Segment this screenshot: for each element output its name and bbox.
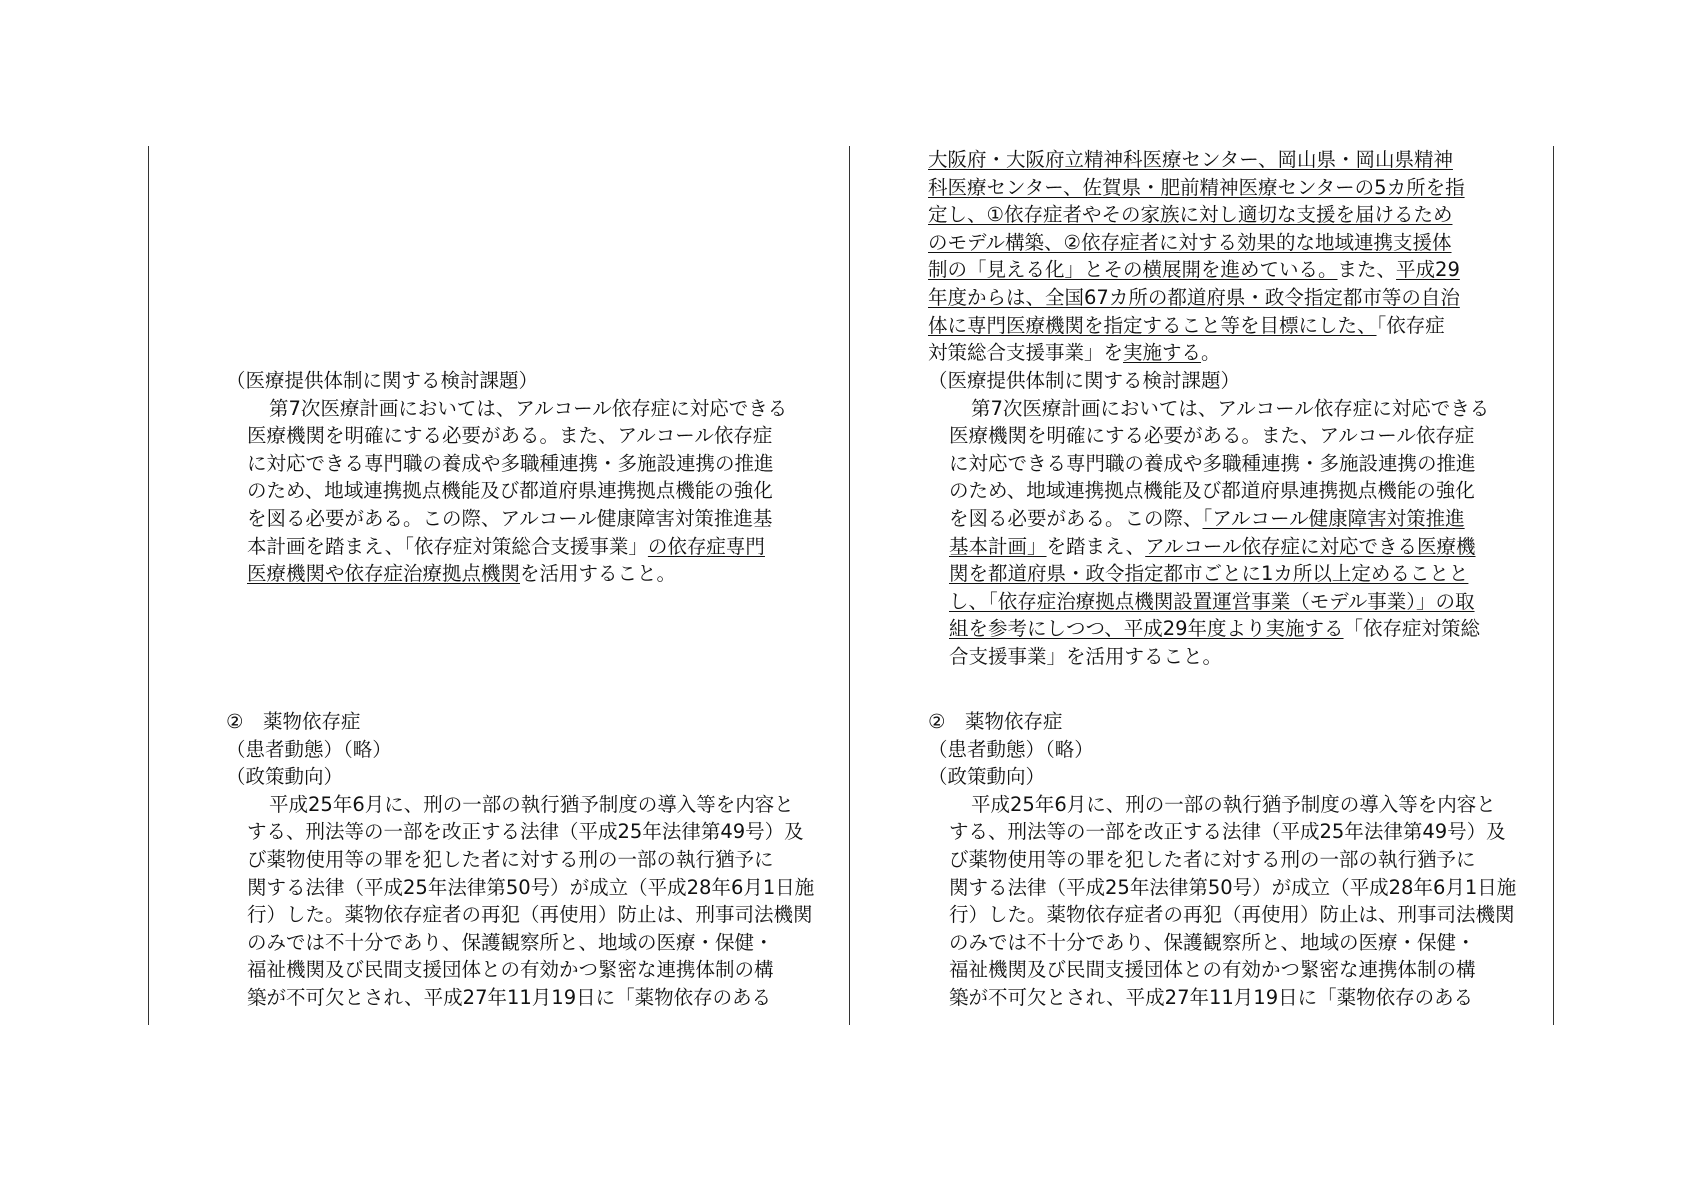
underlined-text: 定し、①依存症者やその家族に対し適切な支援を届けるため [928, 203, 1453, 227]
text-line [907, 256, 1528, 284]
text-segment: 築が不可欠とされ、平成27年11月19日に「薬物依存のある [949, 985, 1474, 1009]
text-line [226, 956, 826, 984]
text-line [907, 201, 1528, 229]
text-segment: 関する法律（平成25年法律第50号）が成立（平成28年6月1日施 [247, 875, 815, 899]
policy-trend-body [928, 791, 1528, 1012]
text-segment: 医療機関を明確にする必要がある。また、アルコール依存症 [247, 424, 773, 448]
text-segment: 行）した。薬物依存症者の再犯（再使用）防止は、刑事司法機関 [247, 903, 813, 927]
text-line [928, 929, 1528, 957]
text-line [928, 615, 1528, 643]
text-line [226, 874, 826, 902]
text-segment: 第7次医療計画においては、アルコール依存症に対応できる [971, 396, 1490, 420]
text-line [928, 450, 1528, 478]
text-segment: に対応できる専門職の養成や多職種連携・多施設連携の推進 [949, 451, 1476, 475]
text-segment: を活用すること。 [520, 562, 677, 586]
text-segment: 医療機関を明確にする必要がある。また、アルコール依存症 [949, 424, 1475, 448]
subsection-heading: ② 薬物依存症 [928, 710, 1063, 733]
text-line [226, 422, 826, 450]
text-line [226, 984, 826, 1012]
text-line [928, 791, 1528, 819]
text-segment: 平成25年6月に、刑の一部の執行猶予制度の導入等を内容と [269, 792, 794, 816]
section-body [226, 395, 826, 588]
subsection-heading: ② 薬物依存症 [226, 710, 361, 733]
text-line [226, 818, 826, 846]
column-divider [849, 146, 850, 1025]
text-segment: を図る必要がある。この際、 [949, 506, 1203, 530]
text-line [928, 588, 1528, 616]
text-line [226, 846, 826, 874]
text-segment: 本計画を踏まえ、「依存症対策総合支援事業」 [247, 534, 648, 558]
text-line [226, 395, 826, 423]
underlined-text: アルコール依存症に対応できる医療機 [1145, 534, 1476, 558]
text-segment: 「依存症 [1376, 313, 1445, 337]
text-line [226, 929, 826, 957]
text-line [907, 174, 1528, 202]
text-segment: 行）した。薬物依存症者の再犯（再使用）防止は、刑事司法機関 [949, 903, 1515, 927]
text-segment: 第7次医療計画においては、アルコール依存症に対応できる [269, 396, 788, 420]
underlined-text: のモデル構築、②依存症者に対する効果的な地域連携支援体 [928, 230, 1452, 254]
text-line [928, 956, 1528, 984]
text-line [928, 901, 1528, 929]
left-section1 [226, 367, 826, 588]
text-line [928, 505, 1528, 533]
text-line [907, 229, 1528, 257]
text-segment: 築が不可欠とされ、平成27年11月19日に「薬物依存のある [247, 985, 772, 1009]
column-border-left [148, 146, 149, 1025]
underlined-text: 大阪府・大阪府立精神科医療センター、岡山県・岡山県精神 [928, 148, 1453, 171]
text-segment: 対策総合支援事業」を [928, 341, 1124, 365]
text-segment: のみでは不十分であり、保護観察所と、地域の医療・保健・ [949, 930, 1476, 954]
patient-trend-label: （患者動態）（略） [928, 737, 1094, 761]
text-line [226, 477, 826, 505]
underlined-text: 基本計画」 [949, 534, 1047, 558]
right-drug-section [928, 708, 1528, 1012]
right-section1 [928, 367, 1528, 671]
text-segment: 合支援事業」を活用すること。 [949, 644, 1223, 668]
underlined-text: の依存症専門 [647, 534, 765, 558]
section-body [928, 395, 1528, 671]
underlined-text: 科医療センター、佐賀県・肥前精神医療センターの5カ所を指 [928, 175, 1465, 199]
text-line [928, 984, 1528, 1012]
text-line [226, 560, 826, 588]
underlined-text: 年度からは、全国67カ所の都道府県・政令指定都市等の自治 [928, 285, 1460, 309]
text-line [226, 533, 826, 561]
policy-trend-label: （政策動向） [928, 765, 1046, 789]
text-line [226, 901, 826, 929]
column-border-right [1553, 146, 1554, 1025]
text-segment: び薬物使用等の罪を犯した者に対する刑の一部の執行猶予に [247, 847, 774, 871]
text-line [907, 146, 1528, 174]
underlined-text: 組を参考にしつつ、平成29年度より実施する [949, 617, 1344, 641]
underlined-text: 制の「見える化」とその横展開を進めている。 [928, 258, 1338, 282]
text-line [226, 791, 826, 819]
text-segment: のため、地域連携拠点機能及び都道府県連携拠点機能の強化 [247, 479, 773, 503]
underlined-text: 実施する [1123, 341, 1202, 365]
text-segment: を踏まえ、 [1046, 534, 1146, 558]
text-segment: 関する法律（平成25年法律第50号）が成立（平成28年6月1日施 [949, 875, 1517, 899]
text-segment: のため、地域連携拠点機能及び都道府県連携拠点機能の強化 [949, 479, 1475, 503]
text-line [907, 339, 1528, 367]
policy-trend-label: （政策動向） [226, 765, 344, 789]
text-segment: する、刑法等の一部を改正する法律（平成25年法律第49号）及 [247, 820, 804, 844]
intro-body [907, 146, 1528, 367]
text-segment: 。 [1201, 341, 1221, 365]
text-line [226, 450, 826, 478]
text-segment: び薬物使用等の罪を犯した者に対する刑の一部の執行猶予に [949, 847, 1476, 871]
text-segment: 福祉機関及び民間支援団体との有効かつ緊密な連携体制の構 [247, 958, 774, 982]
section-heading: （医療提供体制に関する検討課題） [928, 369, 1241, 392]
text-segment: する、刑法等の一部を改正する法律（平成25年法律第49号）及 [949, 820, 1506, 844]
text-line [907, 284, 1528, 312]
text-line [928, 560, 1528, 588]
text-segment: 福祉機関及び民間支援団体との有効かつ緊密な連携体制の構 [949, 958, 1476, 982]
policy-trend-body [226, 791, 826, 1012]
text-segment: のみでは不十分であり、保護観察所と、地域の医療・保健・ [247, 930, 774, 954]
underlined-text: 平成29 [1396, 258, 1460, 282]
text-line [907, 312, 1528, 340]
underlined-text: し、「依存症治療拠点機関設置運営事業（モデル事業）」の取 [949, 589, 1475, 613]
text-line [928, 422, 1528, 450]
text-segment: 「依存症対策総 [1343, 617, 1481, 641]
text-line [928, 818, 1528, 846]
text-line [226, 505, 826, 533]
text-line [928, 533, 1528, 561]
patient-trend-label: （患者動態）（略） [226, 737, 392, 761]
text-segment: を図る必要がある。この際、アルコール健康障害対策推進基 [247, 506, 773, 530]
text-line [928, 643, 1528, 671]
text-segment: に対応できる専門職の養成や多職種連携・多施設連携の推進 [247, 451, 774, 475]
right-intro [928, 146, 1528, 367]
text-line [928, 846, 1528, 874]
section-heading: （医療提供体制に関する検討課題） [226, 369, 539, 392]
text-segment: また、 [1337, 258, 1397, 282]
text-line [928, 395, 1528, 423]
underlined-text: 「アルコール健康障害対策推進 [1202, 506, 1465, 530]
text-segment: 平成25年6月に、刑の一部の執行猶予制度の導入等を内容と [971, 792, 1496, 816]
underlined-text: 関を都道府県・政令指定都市ごとに1カ所以上定めることと [949, 562, 1469, 586]
underlined-text: 医療機関や依存症治療拠点機関 [247, 562, 521, 586]
underlined-text: 体に専門医療機関を指定すること等を目標にした、 [928, 313, 1377, 337]
text-line [928, 477, 1528, 505]
left-drug-section [226, 708, 826, 1012]
text-line [928, 874, 1528, 902]
